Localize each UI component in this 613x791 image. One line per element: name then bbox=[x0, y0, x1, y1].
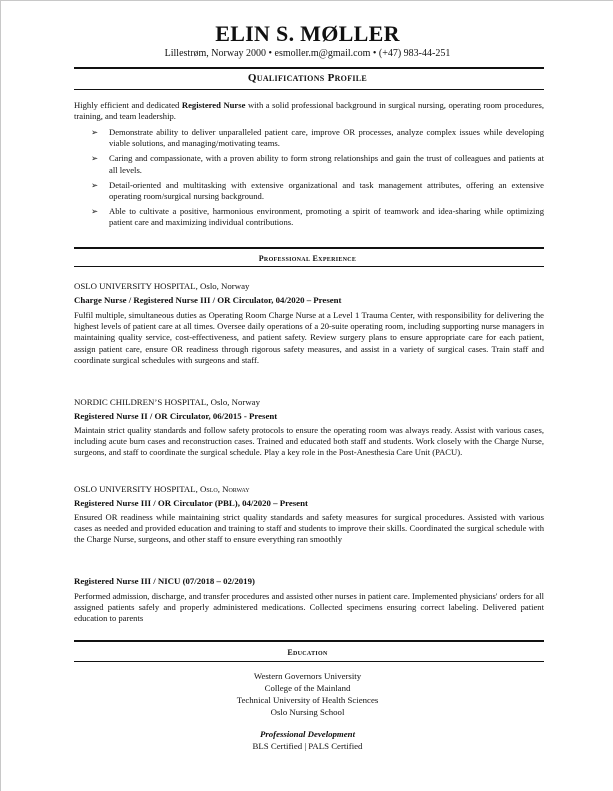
role-4: Registered Nurse III / NICU (07/2018 – 02/2019) bbox=[74, 576, 255, 586]
candidate-name: ELIN S. MØLLER bbox=[215, 21, 400, 46]
rule-education-top bbox=[74, 640, 544, 642]
description-2: Maintain strict quality standards and follow safety protocols to ensure the operating room was always ready. Assist with various cases, including acute burn cases and reconstruction cases. Trained and educated both staff and students. Work closely with the Charge Nurse, surgeons, and staff to coordinate the surgical schedule. Play a key role in the Post-Anesthesia Care Unit (PACU). bbox=[74, 425, 544, 458]
rule-qual bbox=[74, 89, 544, 90]
description-4: Performed admission, discharge, and transfer procedures and assisted other nurses in patient care. Implemented physicians' orders for all assigned patients safely and properly administered medications. Collected specimens ensuring correct labeling. Delivered patient education to parents bbox=[74, 591, 544, 624]
employer-3: OSLO UNIVERSITY HOSPITAL, Oslo, Norway bbox=[74, 484, 250, 494]
qualifications-intro: Highly efficient and dedicated Registered Nurse with a solid professional background in surgical nursing, operating room procedures, training, and team leadership. bbox=[74, 100, 544, 122]
school-3: Technical University of Health Sciences bbox=[236, 695, 379, 705]
professional-development-title: Professional Development bbox=[259, 729, 356, 739]
employer-1: OSLO UNIVERSITY HOSPITAL, Oslo, Norway bbox=[74, 281, 250, 291]
arrow-bullet-icon: ➢ bbox=[91, 127, 99, 137]
certifications: BLS Certified | PALS Certified bbox=[252, 741, 363, 751]
arrow-bullet-icon: ➢ bbox=[91, 153, 99, 164]
education-title: Education bbox=[287, 648, 328, 657]
school-4: Oslo Nursing School bbox=[270, 707, 345, 717]
arrow-bullet-icon: ➢ bbox=[91, 179, 99, 190]
rule-top bbox=[74, 67, 544, 69]
school-2: College of the Mainland bbox=[264, 683, 351, 693]
description-1: Fulfil multiple, simultaneous duties as Operating Room Charge Nurse at a Level 1 Trauma Center, with responsibility for delivering the highest levels of patient care at all times. Oversee daily operations of a 20-suite operating room, including supporting nurse managers in maintaining quality service, cost-effectiveness, and patient safety. Review surgery plans to ensure appropriate care for each patient, assign patient care, ensure OR readiness through rigorous safety measures, and assist in a variety of surgical cases. Train staff and coordinate surgical schedules with surgeons and staff. bbox=[74, 310, 544, 365]
contact-line: Lillestrøm, Norway 2000 • esmoller.m@gmail.com • (+47) 983-44-251 bbox=[164, 48, 451, 59]
rule-experience-bottom bbox=[74, 266, 544, 267]
arrow-bullet-icon: ➢ bbox=[91, 206, 99, 217]
role-2: Registered Nurse II / OR Circulator, 06/2015 - Present bbox=[74, 411, 278, 421]
employer-2: NORDIC CHILDREN’S HOSPITAL, Oslo, Norway bbox=[74, 397, 260, 407]
list-item: ➢ Able to cultivate a positive, harmonious environment, promoting a spirit of teamwork and idea-sharing while optimizing patient care and maximizing individual contributions. bbox=[91, 206, 544, 228]
qualifications-bullets bbox=[74, 127, 544, 233]
role-3: Registered Nurse III / OR Circulator (PBL), 04/2020 – Present bbox=[74, 498, 308, 508]
role-1: Charge Nurse / Registered Nurse III / OR Circulator, 04/2020 – Present bbox=[74, 295, 342, 305]
rule-experience-top bbox=[74, 247, 544, 249]
school-1: Western Governors University bbox=[253, 671, 362, 681]
list-item: ➢ Demonstrate ability to deliver unparalleled patient care, improve OR processes, analyze complex issues while developing viable solutions, and managing/motivating teams. bbox=[91, 127, 544, 149]
rule-education-bottom bbox=[74, 661, 544, 662]
qualifications-title: Qualifications Profile bbox=[247, 72, 368, 84]
experience-title: Professional Experience bbox=[258, 254, 357, 263]
description-3: Ensured OR readiness while maintaining strict quality standards and safety measures for surgical procedures. Assisted with various cases as needed and provided education and training to staff and students to improve their skills. Coordinated the surgical schedule with the Charge Nurse, surgeons, and other staff to ensure everything ran smoothly bbox=[74, 512, 544, 545]
list-item: ➢ Detail-oriented and multitasking with extensive organizational and task management attributes, offering an extensive operating room/surgical nursing background. bbox=[91, 179, 544, 202]
list-item: ➢ Caring and compassionate, with a proven ability to form strong relationships and gain the trust of colleagues and patients at all levels. bbox=[91, 153, 544, 175]
